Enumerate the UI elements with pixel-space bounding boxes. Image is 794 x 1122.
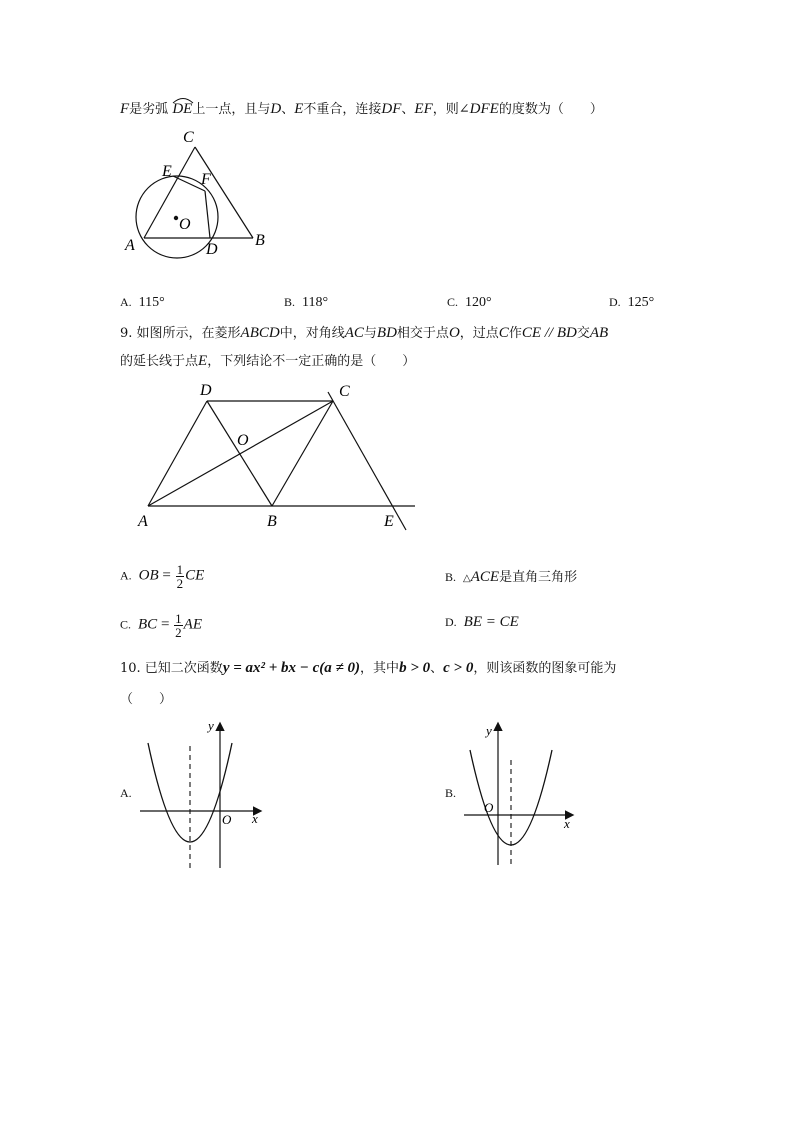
q8-text: ，则∠ (432, 102, 470, 117)
q8-label-d: D (206, 241, 218, 258)
option-letter: C. (120, 617, 132, 632)
q8-option-d[interactable] (609, 295, 654, 311)
fraction-denominator: 2 (176, 576, 184, 591)
q10-text: ，则该函数的图象可能为 (473, 661, 617, 676)
q8-label-a: A (125, 237, 135, 254)
q9-var: C (498, 325, 509, 341)
q8-figure (115, 128, 285, 263)
q9-var: BD (556, 325, 577, 341)
q8-var-d: D (270, 101, 282, 117)
q8-option-a[interactable] (120, 295, 165, 311)
q8-text: 、 (281, 102, 295, 117)
q9-var: AC (344, 325, 364, 341)
option-rhs: AE (183, 616, 202, 633)
q9-var: ABCD (240, 325, 280, 341)
option-expr: BE = CE (463, 614, 519, 630)
q8-var-dfe: DFE (469, 101, 499, 117)
q9-var: BD (376, 325, 397, 341)
q10-function: y = ax² + bx − c(a ≠ 0) (222, 660, 361, 676)
q8-text: 上一点，且与 (192, 102, 271, 117)
q9-label-b: B (267, 513, 277, 530)
option-value: 120° (465, 295, 492, 310)
q9-option-a[interactable] (120, 563, 204, 590)
option-letter: C. (447, 295, 459, 309)
option-rhs: CE (185, 567, 205, 584)
q8-arc-de-label: DE (172, 101, 193, 117)
q10-graph-b[interactable] (462, 720, 582, 870)
q8-label-o: O (179, 216, 191, 233)
q9-diagonal-ac (148, 401, 333, 506)
option-letter: D. (445, 615, 457, 629)
q9-text: 9. 如图所示，在菱形 (120, 326, 241, 341)
q9-label-d: D (200, 382, 212, 399)
q8-segment-fd (205, 191, 210, 238)
q9-label-a: A (138, 513, 148, 530)
q8-label-f: F (201, 171, 211, 188)
q10-option-b-letter[interactable]: B. (445, 786, 457, 800)
q8-text: 不重合，连接 (303, 102, 382, 117)
triangle-icon: △ (463, 573, 471, 584)
q9-segment-ad (148, 401, 207, 506)
fraction-numerator: 1 (176, 562, 184, 577)
q8-text: 是劣弧 (129, 102, 169, 117)
q9-label-e: E (384, 513, 394, 530)
q9-text: ，过点 (459, 326, 499, 341)
q9-option-b[interactable] (445, 566, 577, 586)
option-eq: = (157, 616, 174, 633)
q9-text: 与 (363, 326, 377, 341)
option-letter: A. (120, 568, 132, 583)
origin-label: O (484, 800, 494, 815)
q10-stem-line1 (120, 657, 616, 677)
q8-var-e: E (294, 101, 304, 117)
q8-label-b: B (255, 232, 265, 249)
option-letter: A. (120, 295, 132, 309)
q8-label-e: E (162, 163, 172, 180)
option-text: 是直角三角形 (499, 569, 578, 584)
q10-text: 10. 已知二次函数 (120, 661, 223, 676)
q9-line-ce (328, 392, 406, 530)
q8-option-c[interactable] (447, 295, 492, 311)
q9-text: 交 (576, 326, 590, 341)
arc-symbol-icon (171, 96, 195, 104)
y-axis-label: y (208, 718, 214, 733)
q10-condition-b: b > 0 (399, 660, 431, 676)
fraction-numerator: 1 (175, 611, 182, 626)
option-eq: = (158, 567, 175, 584)
option-lhs: BC (138, 616, 158, 633)
q8-var-ef: EF (414, 101, 433, 117)
q9-var: E (198, 353, 208, 369)
q8-label-c: C (183, 129, 194, 146)
q10-text: ，其中 (360, 661, 400, 676)
q9-text: 作 (508, 326, 522, 341)
option-letter: D. (609, 295, 621, 309)
q10-stem-line2: （ ） (120, 692, 173, 707)
q9-option-d[interactable] (445, 614, 519, 631)
q9-stem-line1 (120, 322, 608, 342)
q8-var-df: DF (381, 101, 402, 117)
q9-diagonal-bd (207, 401, 272, 506)
option-letter: B. (284, 295, 296, 309)
origin-label: O (222, 812, 232, 827)
y-axis-label: y (486, 723, 492, 738)
q8-text: 的度数为（ ） (498, 102, 603, 117)
q9-text: 中，对角线 (279, 326, 345, 341)
q9-var: CE (521, 325, 541, 341)
q10-condition-c: c > 0 (443, 660, 474, 676)
q9-label-o: O (237, 432, 249, 449)
q8-arc-de (172, 101, 192, 118)
q8-text: 、 (401, 102, 415, 117)
q9-text: ，下列结论不一定正确的是（ ） (207, 354, 416, 369)
q9-var: O (448, 325, 460, 341)
q9-option-c[interactable] (120, 612, 202, 639)
option-letter: B. (445, 570, 457, 584)
x-axis-label: x (564, 816, 570, 831)
q8-segment-cb (195, 147, 253, 238)
fraction-denominator: 2 (175, 625, 182, 640)
q8-stem (120, 98, 603, 118)
option-value: 115° (138, 295, 165, 310)
q8-center-dot (174, 216, 178, 220)
q8-var-f: F (120, 101, 130, 117)
fraction (174, 612, 183, 639)
q9-var: AB (589, 325, 609, 341)
option-expr: ACE (470, 569, 500, 585)
q10-text: 、 (430, 661, 444, 676)
fraction (176, 563, 185, 590)
option-value: 125° (627, 295, 655, 310)
q9-text: 的延长线于点 (120, 354, 199, 369)
q10-option-a-letter[interactable]: A. (120, 786, 132, 800)
q9-label-c: C (339, 383, 350, 400)
q9-stem-line2 (120, 350, 415, 370)
q9-segment-bc (272, 401, 333, 506)
q9-parallel-symbol: // (541, 325, 557, 341)
q8-option-b[interactable] (284, 295, 328, 311)
option-lhs: OB (138, 567, 159, 584)
x-axis-label: x (252, 811, 258, 826)
q10-graph-a[interactable] (138, 716, 268, 871)
option-value: 118° (302, 295, 329, 310)
q9-text: 相交于点 (396, 326, 449, 341)
q9-figure (130, 378, 430, 538)
